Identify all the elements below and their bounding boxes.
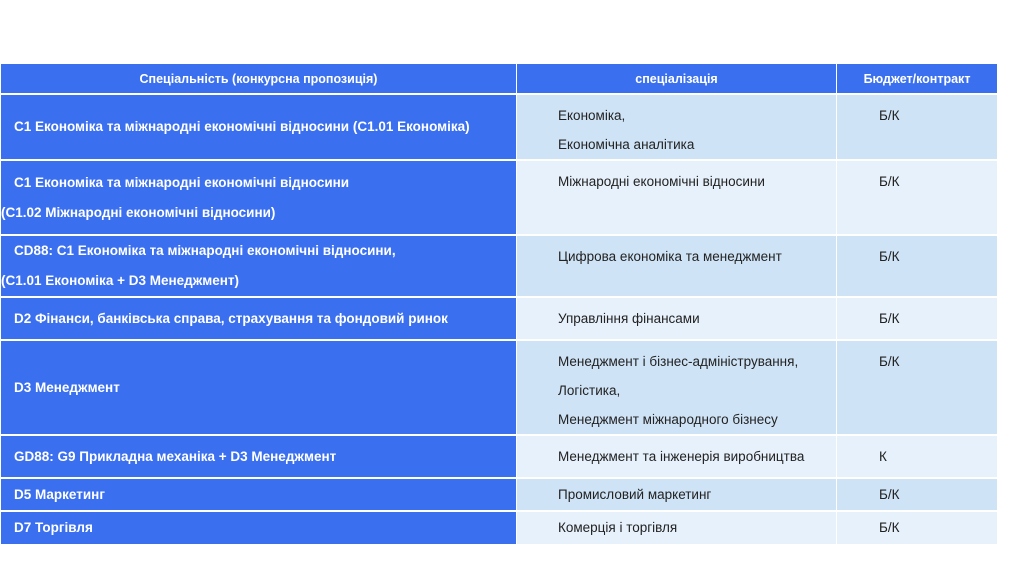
specialty-text: (C1.01 Економіка + D3 Менеджмент): [1, 273, 240, 288]
specialization-text: Економіка,: [558, 108, 626, 123]
specialization-cell: [517, 478, 837, 511]
specialization-cell: [517, 94, 837, 160]
table-row: [1, 235, 998, 297]
specialty-text: CD88: C1 Економіка та міжнародні економічні відносини,: [14, 243, 396, 258]
specialization-text: Міжнародні економічні відносини: [558, 174, 765, 189]
specialization-text: Менеджмент і бізнес-адміністрування,: [558, 354, 799, 369]
specialization-text: Економічна аналітика: [558, 137, 695, 152]
specialization-cell: [517, 297, 837, 340]
specialty-cell: [1, 478, 517, 511]
specialty-text: D2 Фінанси, банківська справа, страхування та фондовий ринок: [14, 310, 448, 326]
specialization-text: Менеджмент міжнародного бізнесу: [558, 412, 778, 427]
budget-cell: Б/К: [837, 235, 998, 297]
specialization-text: Управління фінансами: [558, 311, 700, 326]
specialization-text: Цифрова економіка та менеджмент: [558, 249, 782, 264]
table-row: [1, 511, 998, 544]
specialty-text: (C1.02 Міжнародні економічні відносини): [1, 204, 276, 220]
header-budget: Бюджет/контракт: [837, 64, 998, 95]
specialty-text: D5 Маркетинг: [14, 486, 105, 502]
specialty-cell: [1, 511, 517, 544]
budget-cell: Б/К: [837, 297, 998, 340]
specialty-cell: [1, 94, 517, 160]
specialty-text: D7 Торгівля: [14, 520, 93, 535]
table-header-row: [1, 64, 998, 95]
specialty-text: GD88: G9 Прикладна механіка + D3 Менеджмент: [14, 448, 337, 464]
specialty-cell: [1, 297, 517, 340]
budget-cell: К: [837, 435, 998, 478]
specialty-cell: [1, 160, 517, 235]
budget-cell: Б/К: [837, 160, 998, 235]
specialty-text: C1 Економіка та міжнародні економічні відносини (C1.01 Економіка): [14, 119, 470, 134]
specialty-text: D3 Менеджмент: [14, 379, 120, 395]
table-row: [1, 340, 998, 435]
budget-cell: Б/К: [837, 478, 998, 511]
specialization-cell: [517, 235, 837, 297]
specialization-text: Логістика,: [558, 383, 621, 398]
header-specialization: спеціалізація: [517, 64, 837, 95]
specialization-text: Комерція і торгівля: [558, 520, 678, 535]
budget-cell: Б/К: [837, 511, 998, 544]
specialization-cell: [517, 160, 837, 235]
specialization-cell: [517, 340, 837, 435]
budget-cell: Б/К: [837, 340, 998, 435]
specialization-text: Менеджмент та інженерія виробництва: [558, 449, 805, 464]
specialization-cell: [517, 435, 837, 478]
specialty-text: C1 Економіка та міжнародні економічні відносини: [14, 174, 350, 190]
table-row: [1, 435, 998, 478]
table-row: [1, 160, 998, 235]
table-row: [1, 478, 998, 511]
specialization-cell: [517, 511, 837, 544]
specialization-text: Промисловий маркетинг: [558, 487, 712, 502]
budget-cell: Б/К: [837, 94, 998, 160]
table-row: [1, 94, 998, 160]
specialty-cell: [1, 435, 517, 478]
table-row: [1, 297, 998, 340]
specialty-cell: [1, 340, 517, 435]
specialties-table: [0, 63, 998, 544]
specialty-cell: [1, 235, 517, 297]
header-specialty: Спеціальність (конкурсна пропозиція): [1, 64, 517, 95]
